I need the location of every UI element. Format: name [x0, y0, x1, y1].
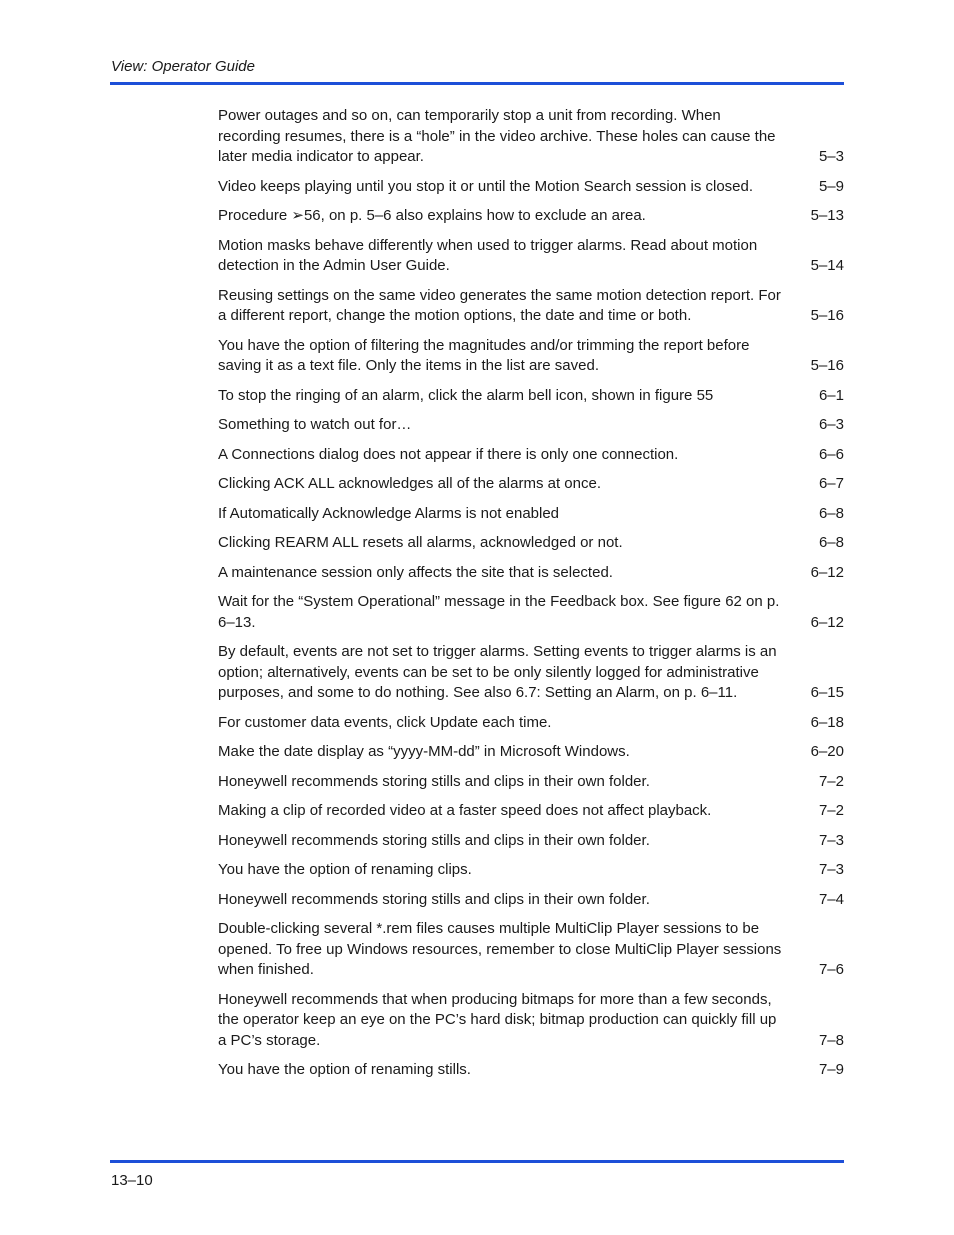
- footer-rule: [110, 1160, 844, 1163]
- entry-text: Clicking REARM ALL resets all alarms, acknowledged or not.: [218, 534, 623, 551]
- entry-text: Wait for the “System Operational” message in the Feedback box. See figure 62 on p. 6–13.: [218, 593, 780, 631]
- entry-page-ref: 5–16: [810, 357, 844, 374]
- entry-text: Motion masks behave differently when used to trigger alarms. Read about motion detection in the Admin User Guide.: [218, 236, 758, 274]
- list-item: [218, 236, 844, 277]
- entry-text: Video keeps playing until you stop it or until the Motion Search session is closed.: [218, 177, 754, 195]
- list-item: [218, 742, 844, 763]
- entry-text: If Automatically Acknowledge Alarms is not enabled: [218, 504, 560, 522]
- entry-page-ref: 7–2: [818, 802, 844, 819]
- entry-text: Honeywell recommends that when producing bitmaps for more than a few seconds, the operator keep an eye on the PC’s hard disk; bitmap production can quickly fill up a PC’s storage.: [218, 990, 777, 1049]
- entry-text: Something to watch out for…: [218, 416, 412, 433]
- entry-text: To stop the ringing of an alarm, click the alarm bell icon, shown in figure 55: [218, 386, 714, 404]
- list-item: [218, 592, 844, 633]
- list-item: [218, 106, 844, 168]
- header-rule: [110, 82, 844, 85]
- entry-text: A Connections dialog does not appear if there is only one connection.: [218, 445, 679, 463]
- entry-page-ref: 7–2: [818, 772, 844, 790]
- page-number: 13–10: [111, 1172, 153, 1189]
- entry-text: Make the date display as “yyyy-MM-dd” in Microsoft Windows.: [218, 743, 630, 760]
- entry-text: Procedure ➢56, on p. 5–6 also explains how to exclude an area.: [218, 207, 646, 224]
- entry-page-ref: 7–6: [818, 961, 844, 978]
- entry-text: Clicking ACK ALL acknowledges all of the alarms at once.: [218, 475, 601, 492]
- entry-page-ref: 5–16: [810, 307, 844, 324]
- list-item: [218, 563, 844, 584]
- entry-text: You have the option of renaming clips.: [218, 861, 472, 878]
- list-item: [218, 386, 844, 407]
- list-item: [218, 474, 844, 495]
- list-item: [218, 713, 844, 734]
- entry-text: By default, events are not set to trigger alarms. Setting events to trigger alarms is an option; alternatively, events can be set to be only silently logged for administrative purposes, and some to do nothing. See also 6.7: Setting an Alarm, on p. 6–11.: [218, 643, 777, 701]
- entry-page-ref: 6–18: [810, 713, 844, 731]
- entry-page-ref: 5–14: [810, 257, 844, 274]
- list-item: [218, 831, 844, 852]
- entry-text: Honeywell recommends storing stills and clips in their own folder.: [218, 772, 650, 790]
- entry-page-ref: 7–4: [818, 890, 844, 908]
- entry-text: Honeywell recommends storing stills and clips in their own folder.: [218, 831, 650, 849]
- entry-text: You have the option of renaming stills.: [218, 1061, 471, 1078]
- list-item: [218, 919, 844, 981]
- entry-text: Honeywell recommends storing stills and clips in their own folder.: [218, 890, 650, 908]
- entry-text: Power outages and so on, can temporarily stop a unit from recording. When recording resumes, there is a “hole” in the video archive. These holes can cause the later media indicator to appear.: [218, 107, 776, 165]
- entry-page-ref: 6–15: [810, 684, 844, 701]
- entry-text: Reusing settings on the same video generates the same motion detection report. For a different report, change the motion options, the date and time or both.: [218, 286, 781, 324]
- entry-page-ref: 6–12: [810, 613, 844, 631]
- entry-page-ref: 6–3: [818, 416, 844, 433]
- list-item: [218, 533, 844, 554]
- list-item: [218, 415, 844, 436]
- entry-page-ref: 7–8: [818, 1031, 844, 1049]
- entry-page-ref: 6–20: [810, 743, 844, 760]
- entry-text: Making a clip of recorded video at a faster speed does not affect playback.: [218, 802, 712, 819]
- entry-page-ref: 5–13: [810, 207, 844, 224]
- list-item: [218, 801, 844, 822]
- list-item: [218, 860, 844, 881]
- note-index-list: [218, 106, 844, 1090]
- entry-page-ref: 6–6: [818, 445, 844, 463]
- list-item: [218, 890, 844, 911]
- list-item: [218, 504, 844, 525]
- running-header-title: View: Operator Guide: [111, 58, 255, 75]
- entry-text: You have the option of filtering the magnitudes and/or trimming the report before saving it as a text file. Only the items in the list are saved.: [218, 336, 750, 374]
- entry-page-ref: 6–8: [818, 534, 844, 551]
- entry-page-ref: 5–3: [818, 148, 844, 165]
- entry-page-ref: 6–12: [810, 563, 844, 581]
- entry-page-ref: 7–3: [818, 861, 844, 878]
- entry-page-ref: 7–3: [818, 831, 844, 849]
- list-item: [218, 445, 844, 466]
- entry-page-ref: 6–8: [818, 504, 844, 522]
- entry-text: For customer data events, click Update each time.: [218, 713, 552, 731]
- entry-text: Double-clicking several *.rem files causes multiple MultiClip Player sessions to be opened. To free up Windows resources, remember to close MultiClip Player sessions when finished.: [218, 920, 782, 978]
- entry-page-ref: 5–9: [818, 177, 844, 195]
- entry-page-ref: 6–7: [818, 475, 844, 492]
- list-item: [218, 177, 844, 198]
- list-item: [218, 286, 844, 327]
- list-item: [218, 642, 844, 704]
- entry-page-ref: 7–9: [818, 1061, 844, 1078]
- entry-page-ref: 6–1: [818, 386, 844, 404]
- list-item: [218, 772, 844, 793]
- list-item: [218, 1060, 844, 1081]
- list-item: [218, 336, 844, 377]
- list-item: [218, 206, 844, 227]
- entry-text: A maintenance session only affects the site that is selected.: [218, 563, 613, 581]
- list-item: [218, 990, 844, 1052]
